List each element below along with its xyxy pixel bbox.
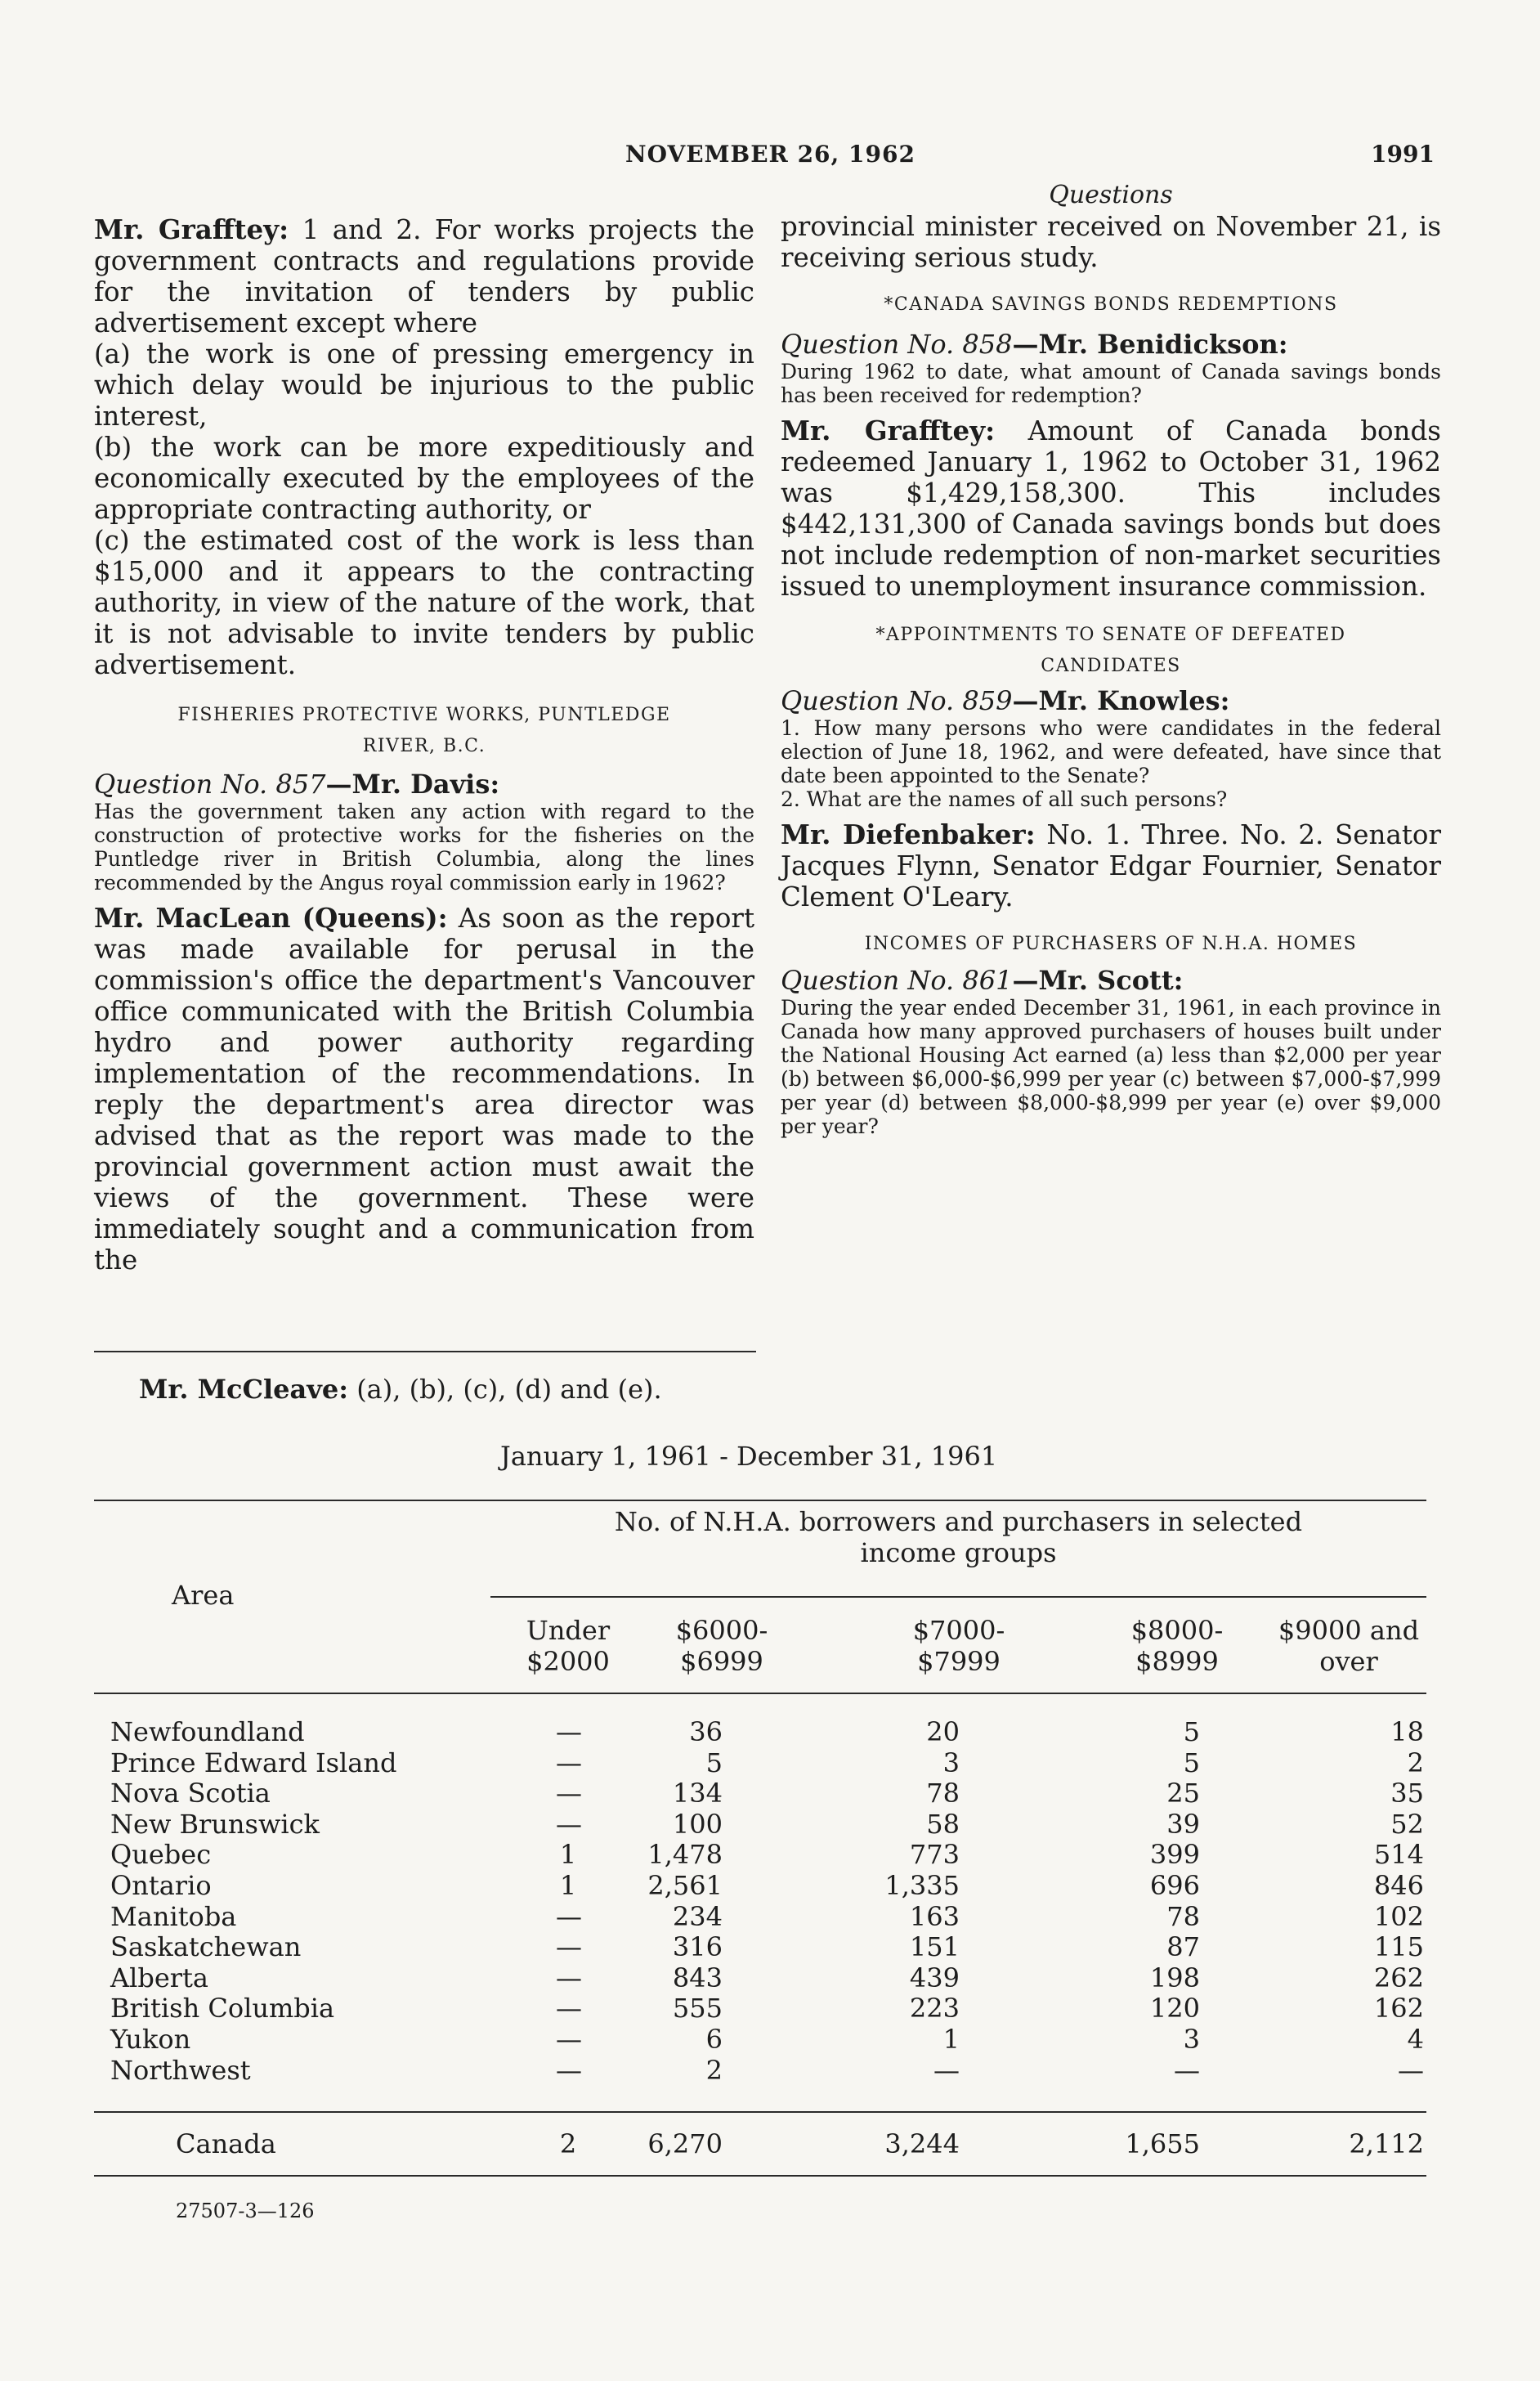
row-6000: 1,478 [647, 1839, 723, 1871]
column-end-rule [94, 1351, 756, 1352]
row-7000: 58 [926, 1808, 960, 1840]
header-date: NOVEMBER 26, 1962 [625, 141, 915, 168]
row-6000: 36 [689, 1716, 723, 1747]
grafftey-answer-text: 1 and 2. For works projects the government contracts and regulations provide for the invitation of tenders by public advertisement except where [94, 214, 754, 339]
printer-code: 27507-3—126 [176, 2199, 315, 2222]
row-6000: 555 [672, 1993, 723, 2025]
question-asker: —Mr. Scott: [1012, 965, 1184, 996]
row-6000: 2 [705, 2054, 723, 2086]
row-9000: 115 [1373, 1931, 1424, 1963]
row-7000: 163 [909, 1900, 960, 1932]
col-header-7000 [898, 1615, 1020, 1677]
row-6000: 316 [672, 1931, 723, 1963]
question-number: Question No. 861 [781, 965, 1013, 996]
row-9000: 846 [1373, 1870, 1424, 1901]
col-header-line: $8999 [1135, 1646, 1219, 1677]
section-heading-nha: INCOMES OF PURCHASERS OF N.H.A. HOMES [864, 934, 1358, 954]
row-8000: 78 [1166, 1900, 1200, 1932]
row-under-2000: — [556, 2054, 582, 2086]
row-8000: 696 [1149, 1870, 1200, 1901]
table-top-rule [94, 1500, 1426, 1501]
section-heading-fisheries [94, 700, 754, 762]
group-header-line: income groups [860, 1537, 1057, 1568]
row-9000: 52 [1390, 1808, 1424, 1840]
group-header [490, 1506, 1426, 1568]
grafftey-answer [94, 214, 754, 339]
table-total-row [0, 2128, 1540, 2159]
row-8000: 3 [1183, 2024, 1200, 2055]
col-header-line: over [1319, 1646, 1378, 1677]
question-asker: —Mr. Knowles: [1012, 685, 1230, 716]
speaker-grafftey: Mr. Grafftey: [781, 415, 996, 446]
row-9000: 2 [1407, 1747, 1424, 1778]
col-header-line: Under [526, 1615, 611, 1646]
col-header-line: $8000- [1130, 1615, 1224, 1646]
table-row [0, 1747, 1540, 1778]
row-under-2000: — [556, 1900, 582, 1932]
total-8000: 1,655 [1125, 2128, 1200, 2159]
row-9000: 514 [1373, 1839, 1424, 1871]
continued-text: provincial minister received on November 21, is receiving serious study. [781, 211, 1441, 273]
row-9000: 18 [1390, 1716, 1424, 1747]
question-857-text: Has the government taken any action with regard to the construction of protective works for the fisheries on the Puntledge river in British Columbia, along the lines recommended by the Angus royal commission early in 1962? [94, 800, 754, 895]
question-859-part2: 2. What are the names of all such persons? [781, 787, 1228, 811]
row-7000: 223 [909, 1993, 960, 2025]
table-row [0, 1778, 1540, 1809]
row-area: New Brunswick [110, 1808, 320, 1840]
row-under-2000: 1 [559, 1870, 577, 1901]
table-period: January 1, 1961 - December 31, 1961 [500, 1441, 998, 1472]
clause-b: (b) the work can be more expeditiously and economically executed by the employees of the appropriate contracting authority, or [94, 432, 754, 525]
row-7000: 78 [926, 1778, 960, 1809]
row-8000: 5 [1183, 1716, 1200, 1747]
group-header-line: No. of N.H.A. borrowers and purchasers in selected [614, 1506, 1303, 1537]
mccleave-answer [139, 1374, 662, 1405]
clause-c: (c) the estimated cost of the work is less than $15,000 and it appears to the contracting authority, in view of the nature of the work, that it is not advisable to invite tenders by public advertisement. [94, 525, 754, 680]
section-heading-line: RIVER, B.C. [362, 736, 486, 756]
question-861-title [781, 965, 1441, 996]
diefenbaker-answer [781, 819, 1441, 912]
row-area: Manitoba [110, 1900, 237, 1932]
maclean-answer-text: As soon as the report was made available for perusal in the commission's office the department's Vancouver office communicated with the British Columbia hydro and power authority regarding implementation of the recommendations. In reply the department's area director was advised that as the report was made to the provincial government action must await the views of the government. These were immediately sought and a communication from the [94, 903, 755, 1276]
row-8000: 25 [1166, 1778, 1200, 1809]
row-area: Alberta [110, 1962, 208, 1993]
col-header-line: $7999 [917, 1646, 1001, 1677]
speaker-maclean: Mr. MacLean (Queens): [94, 902, 448, 934]
row-8000: 120 [1149, 1993, 1200, 2025]
col-header-line: $7000- [912, 1615, 1005, 1646]
grafftey-bonds-answer-text: Amount of Canada bonds redeemed January 1, 1962 to October 31, 1962 was $1,429,158,300. This includes $442,131,300 of Canada savings bonds but does not include redemption of non-market securities issued to unemployment insurance commission. [781, 415, 1441, 602]
row-under-2000: — [556, 1993, 582, 2025]
row-7000: 151 [909, 1931, 960, 1963]
row-7000: 1 [942, 2024, 960, 2055]
table-row [0, 1716, 1540, 1747]
col-header-line: $6000- [675, 1615, 768, 1646]
page-number: 1991 [1371, 141, 1435, 168]
row-8000: 5 [1183, 1747, 1200, 1778]
row-area: Quebec [110, 1839, 212, 1871]
row-area: Saskatchewan [110, 1931, 302, 1963]
row-9000: 162 [1373, 1993, 1424, 2025]
row-9000: 262 [1373, 1962, 1424, 1993]
row-8000: 87 [1166, 1931, 1200, 1963]
col-header-line: $6999 [680, 1646, 763, 1677]
speaker-grafftey: Mr. Grafftey: [94, 213, 289, 245]
row-6000: 5 [705, 1747, 723, 1778]
row-9000: 102 [1373, 1900, 1424, 1932]
table-bottom-rule [94, 2175, 1426, 2177]
row-area: Nova Scotia [110, 1778, 271, 1809]
section-heading-savings-bonds: *CANADA SAVINGS BONDS REDEMPTIONS [884, 294, 1338, 315]
mccleave-answer-text: (a), (b), (c), (d) and (e). [356, 1374, 662, 1405]
row-under-2000: — [556, 1962, 582, 1993]
section-heading-line: CANDIDATES [1041, 656, 1181, 676]
row-under-2000: — [556, 1931, 582, 1963]
speaker-diefenbaker: Mr. Diefenbaker: [781, 818, 1036, 850]
speaker-mccleave: Mr. McCleave: [139, 1374, 349, 1405]
row-6000: 134 [672, 1778, 723, 1809]
row-8000: 399 [1149, 1839, 1200, 1871]
row-under-2000: — [556, 1778, 582, 1809]
row-area: Yukon [110, 2024, 191, 2055]
group-header-rule [490, 1596, 1426, 1598]
row-7000: 773 [909, 1839, 960, 1871]
row-7000: 20 [926, 1716, 960, 1747]
total-9000: 2,112 [1349, 2128, 1424, 2159]
table-row [0, 1839, 1540, 1870]
row-6000: 234 [672, 1900, 723, 1932]
question-number: Question No. 859 [781, 685, 1013, 716]
row-area: Ontario [110, 1870, 212, 1901]
row-8000: 198 [1149, 1962, 1200, 1993]
row-area: Northwest [110, 2054, 251, 2086]
question-858-title [781, 329, 1441, 360]
row-under-2000: — [556, 1716, 582, 1747]
row-8000: 39 [1166, 1808, 1200, 1840]
col-header-line: $9000 and [1278, 1615, 1420, 1646]
question-859-title [781, 685, 1441, 716]
running-head: Questions [1049, 181, 1173, 209]
diefenbaker-answer-text: No. 1. Three. No. 2. Senator Jacques Flynn, Senator Edgar Fournier, Senator Clement O'Leary. [781, 819, 1441, 912]
total-6000: 6,270 [647, 2128, 723, 2159]
table-row [0, 2055, 1540, 2086]
section-heading-line: *APPOINTMENTS TO SENATE OF DEFEATED [875, 625, 1346, 645]
col-header-6000 [660, 1615, 783, 1677]
table-row [0, 1870, 1540, 1901]
question-asker: —Mr. Benidickson: [1012, 329, 1288, 360]
row-6000: 6 [705, 2024, 723, 2055]
question-asker: —Mr. Davis: [325, 769, 500, 800]
maclean-answer [94, 903, 754, 1276]
section-heading-line: FISHERIES PROTECTIVE WORKS, PUNTLEDGE [177, 705, 671, 725]
grafftey-bonds-answer [781, 415, 1441, 602]
total-under-2000: 2 [559, 2128, 577, 2159]
question-number: Question No. 858 [781, 329, 1013, 360]
row-7000: 3 [942, 1747, 960, 1778]
question-858-text: During 1962 to date, what amount of Canada savings bonds has been received for redemption? [781, 360, 1441, 407]
row-7000: 1,335 [884, 1870, 960, 1901]
row-7000: 439 [909, 1962, 960, 1993]
row-under-2000: — [556, 1747, 582, 1778]
row-9000: — [1398, 2054, 1424, 2086]
row-under-2000: — [556, 2024, 582, 2055]
total-7000: 3,244 [884, 2128, 960, 2159]
table-row [0, 2024, 1540, 2055]
section-heading-senate [781, 620, 1441, 682]
row-under-2000: 1 [559, 1839, 577, 1871]
row-9000: 4 [1407, 2024, 1424, 2055]
row-7000: — [933, 2054, 960, 2086]
question-859-part1: 1. How many persons who were candidates in the federal election of June 18, 1962, and were defeated, have since that date been appointed to the Senate? [781, 716, 1441, 787]
table-row [0, 1993, 1540, 2024]
total-area: Canada [176, 2128, 276, 2159]
question-number: Question No. 857 [94, 769, 326, 800]
col-header-line: $2000 [526, 1646, 610, 1677]
table-row [0, 1901, 1540, 1932]
table-row [0, 1962, 1540, 1993]
row-under-2000: — [556, 1808, 582, 1840]
row-area: Prince Edward Island [110, 1747, 397, 1778]
table-row [0, 1809, 1540, 1840]
row-8000: — [1174, 2054, 1200, 2086]
col-header-under-2000 [507, 1615, 629, 1677]
col-header-8000 [1116, 1615, 1238, 1677]
row-9000: 35 [1390, 1778, 1424, 1809]
row-6000: 2,561 [647, 1870, 723, 1901]
col-header-9000 [1271, 1615, 1426, 1677]
total-top-rule [94, 2111, 1426, 2113]
area-header: Area [172, 1580, 235, 1611]
row-6000: 100 [672, 1808, 723, 1840]
row-area: Newfoundland [110, 1716, 305, 1747]
question-857-title [94, 769, 754, 800]
page-header [94, 141, 1435, 182]
clause-a: (a) the work is one of pressing emergency in which delay would be injurious to the public interest, [94, 339, 754, 432]
left-column [94, 214, 754, 1276]
right-column [781, 180, 1441, 1138]
row-area: British Columbia [110, 1993, 335, 2025]
row-6000: 843 [672, 1962, 723, 1993]
table-row [0, 1931, 1540, 1962]
question-861-text: During the year ended December 31, 1961, in each province in Canada how many approved purchasers of houses built under the National Housing Act earned (a) less than $2,000 per year (b) between $6,000-$6,999 per year (c) between $7,000-$7,999 per year (d) between $8,000-$8,999 per year (e) over $9,000 per year? [781, 996, 1441, 1138]
header-bottom-rule [94, 1693, 1426, 1694]
